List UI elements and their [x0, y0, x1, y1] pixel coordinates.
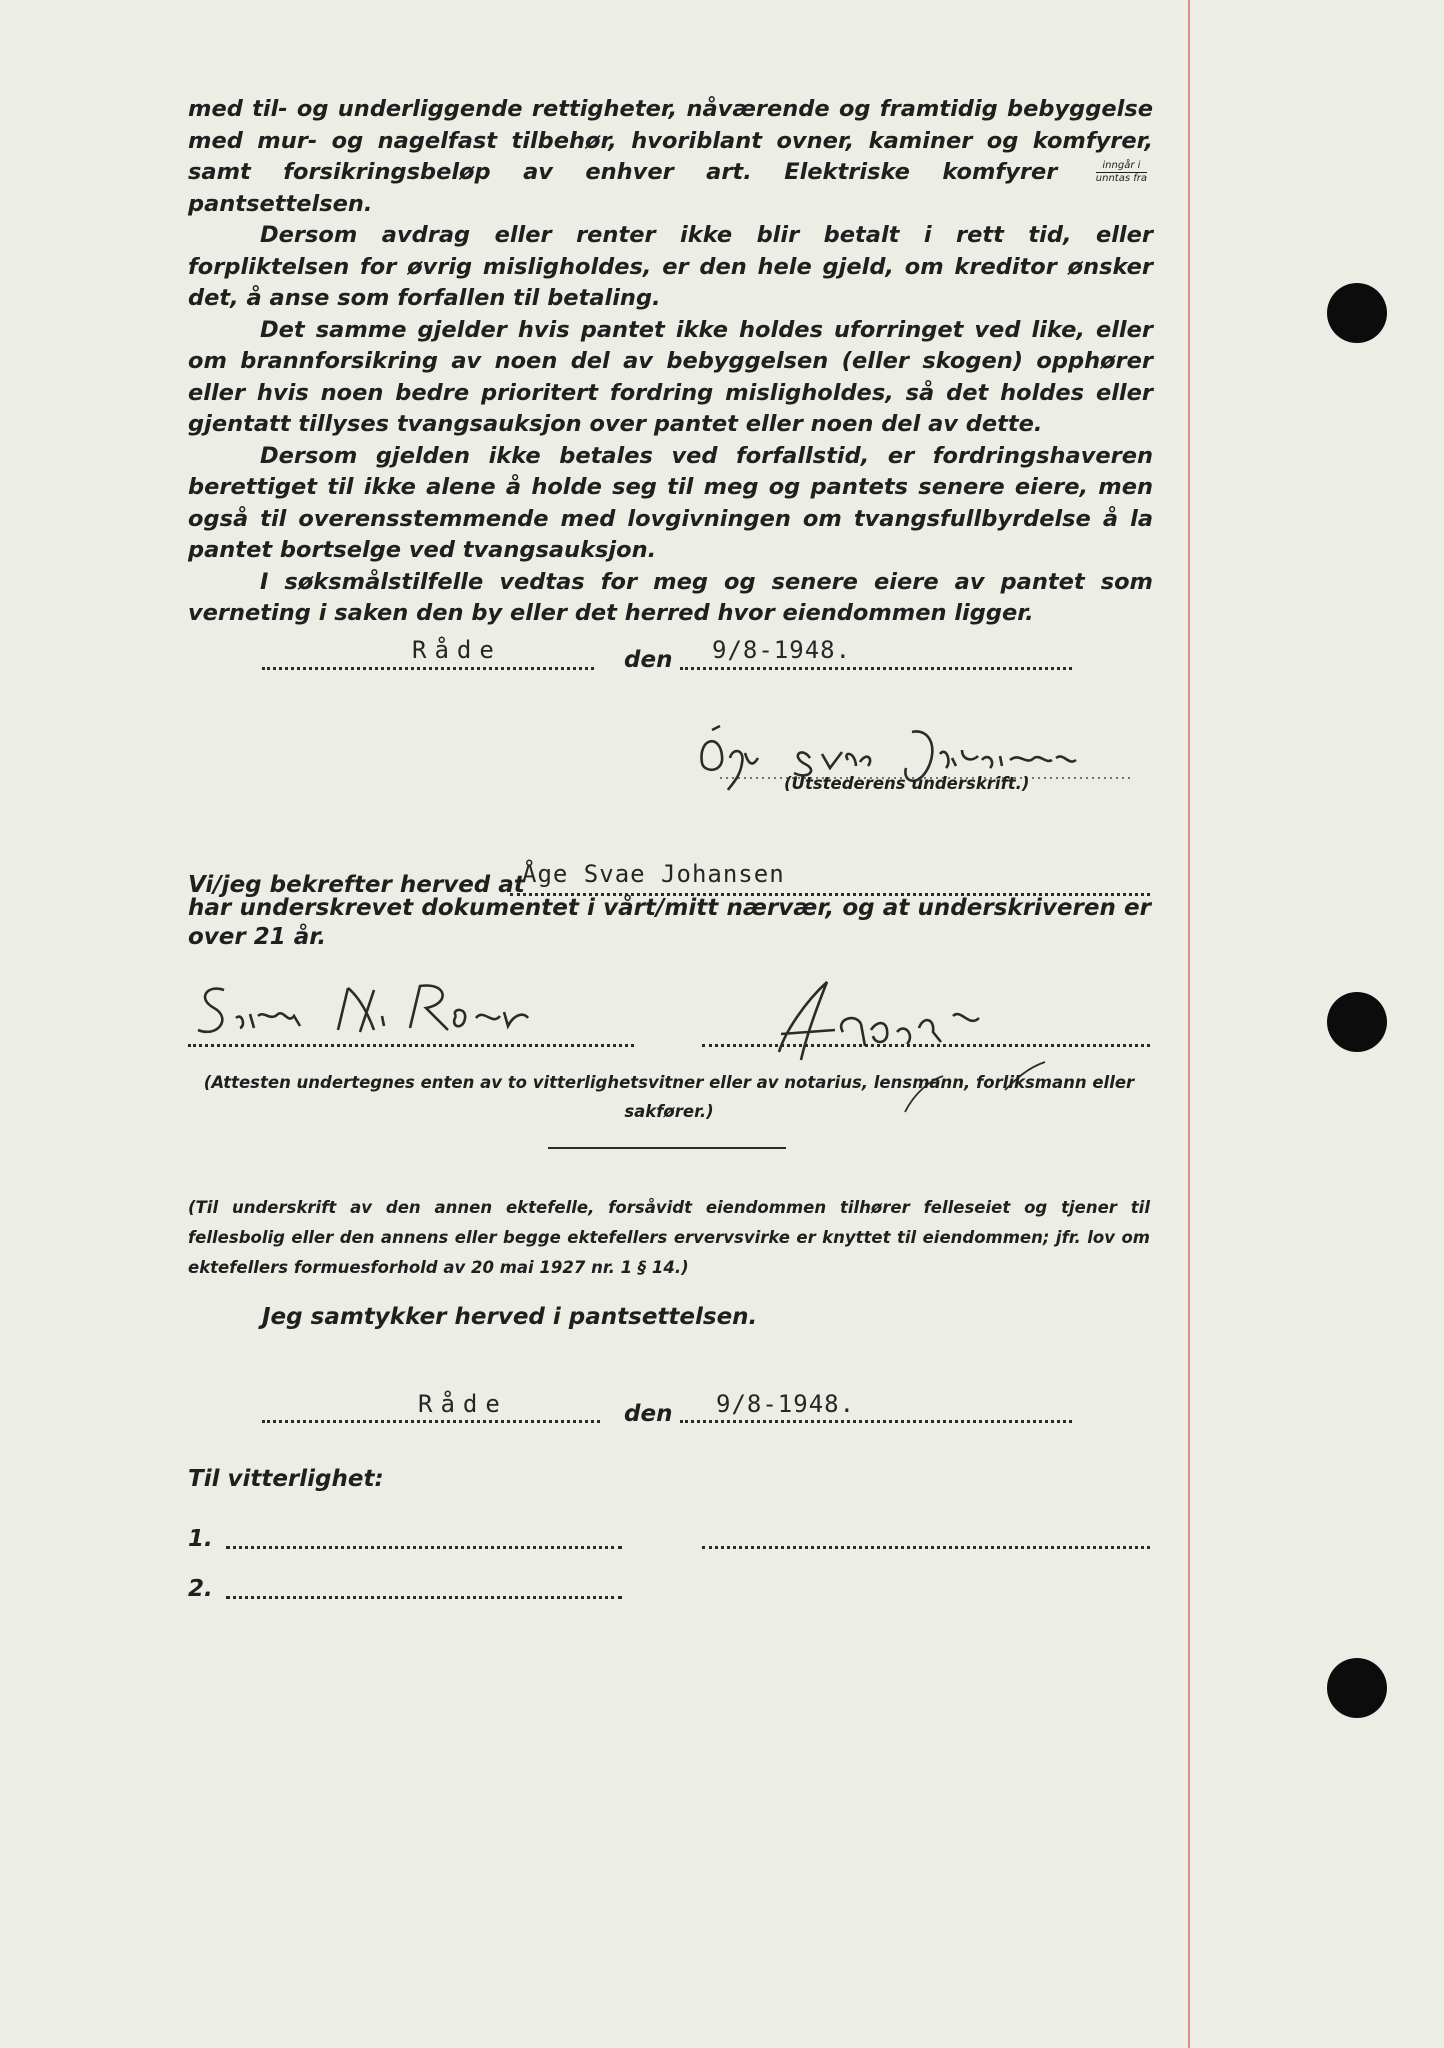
- paragraph-intro: [188, 94, 1153, 220]
- paragraph-text: med til- og underliggende rettigheter, nåværende og framtidig bebyggelse med mur- og nagelfast tilbehør, hvoriblant ovner, kaminer og komfyrer, samt forsikringsbeløp av enhver art. Elektriske komfyrer: [188, 96, 1153, 185]
- punch-hole-icon: [1327, 992, 1387, 1052]
- place-value: Råde: [412, 636, 502, 664]
- date-value-2: 9/8-1948.: [716, 1390, 856, 1418]
- witness-note: (Attesten undertegnes enten av to vitterlighetsvitner eller av notarius, lensmann, forliksmann eller sakfører.): [203, 1073, 1135, 1121]
- date-value: 9/8-1948.: [712, 636, 852, 664]
- body-text: [188, 94, 1153, 630]
- confirm-line3: over 21 år.: [188, 924, 327, 950]
- fraction-note: [1096, 160, 1147, 185]
- consent-text: Jeg samtykker herved i pantsettelsen.: [262, 1304, 758, 1330]
- den-label-2: den: [624, 1401, 673, 1427]
- place-dotted-line-2: [262, 1420, 600, 1423]
- issuer-signature-label: (Utstederens underskrift.): [784, 774, 1030, 793]
- paragraph-default: Dersom avdrag eller renter ikke blir betalt i rett tid, eller forpliktelsen for øvrig misligholdes, er den hele gjeld, om kreditor ønsker det, å anse som forfallen til betaling.: [188, 222, 1153, 311]
- den-label: den: [624, 647, 673, 673]
- confirm-name: Åge Svae Johansen: [522, 860, 785, 888]
- date-dotted-line: [680, 667, 1072, 670]
- place-value-2: Råde: [418, 1390, 508, 1418]
- paragraph-enforcement: Dersom gjelden ikke betales ved forfallstid, er fordringshaveren berettiget til ikke alene å holde seg til meg og pantets senere eiere, men også til overensstemmende med lovgivningen om tvangsfullbyrdelse å la pantet bortselge ved tvangsauksjon.: [188, 442, 1153, 563]
- witness-dotted-line-1: [188, 1044, 634, 1047]
- witness-line-1a: [226, 1546, 622, 1549]
- witness-dotted-line-2: [702, 1044, 1150, 1047]
- til-vitterlighet-label: Til vitterlighet:: [188, 1466, 384, 1492]
- paragraph-deterioration: Det samme gjelder hvis pantet ikke holdes uforringet ved like, eller om brannforsikring av noen del av bebyggelsen (eller skogen) opphører eller hvis noen bedre prioritert fordring misligholdes, så det holdes eller gjentatt tillyses tvangsauksjon over pantet eller noen del av dette.: [188, 316, 1153, 437]
- fraction-bottom: unntas fra: [1095, 173, 1147, 184]
- paragraph-venue: I søksmålstilfelle vedtas for meg og senere eiere av pantet som verneting i saken den by eller det herred hvor eiendommen ligger.: [188, 568, 1153, 626]
- punch-hole-icon: [1327, 1658, 1387, 1718]
- witness-number-1: 1.: [188, 1526, 213, 1552]
- spouse-note: (Til underskrift av den annen ektefelle, forsåvidt eiendommen tilhører felleseiet og tjener til fellesbolig eller den annens eller begge ektefellers ervervsvirke er knyttet til eiendommen; jfr. lov om ektefellers formuesforhold av 20 mai 1927 nr. 1 § 14.): [188, 1198, 1150, 1277]
- punch-hole-icon: [1327, 283, 1387, 343]
- witness-number-2: 2.: [188, 1576, 213, 1602]
- witness-line-2a: [226, 1596, 622, 1599]
- witness-signature-1: [188, 968, 628, 1048]
- witness-line-1b: [702, 1546, 1150, 1549]
- fraction-top: inngår i: [1096, 160, 1147, 173]
- confirm-prefix: Vi/jeg bekrefter herved at: [188, 872, 525, 898]
- red-margin-line: [1188, 0, 1190, 2048]
- place-dotted-line: [262, 667, 594, 670]
- paragraph-text: pantsettelsen.: [188, 190, 373, 217]
- section-divider: [548, 1147, 786, 1149]
- confirm-line2: har underskrevet dokumentet i vårt/mitt nærvær, og at underskriveren er: [188, 895, 1151, 921]
- date-dotted-line-2: [680, 1420, 1072, 1423]
